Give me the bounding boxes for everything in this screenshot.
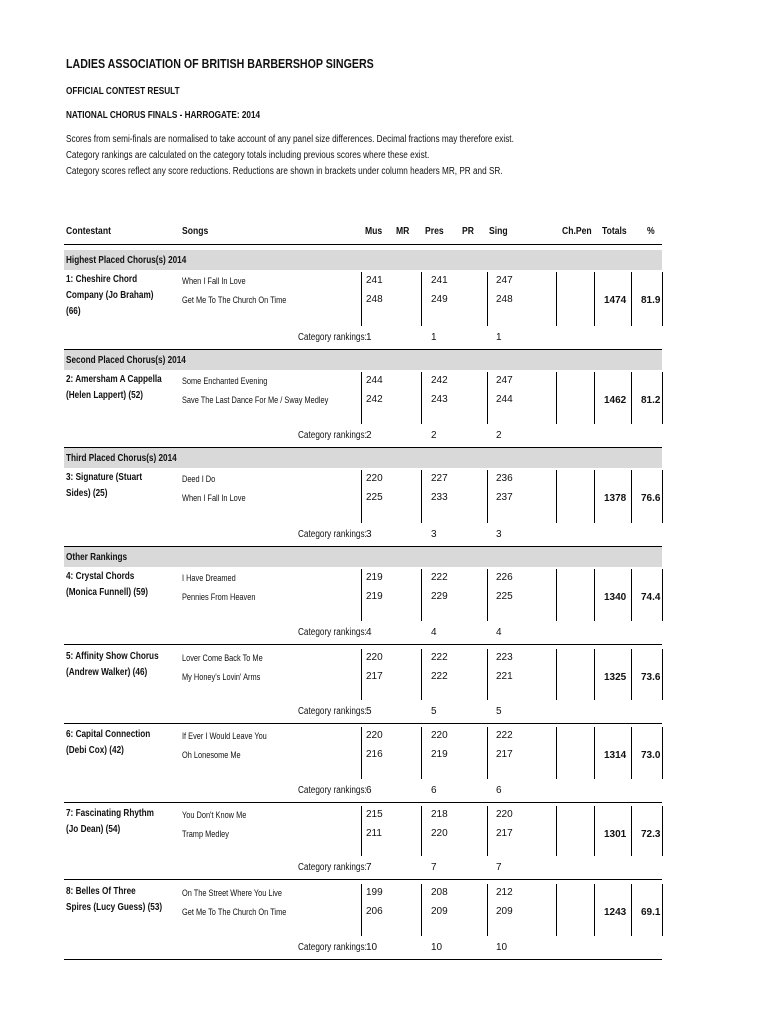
column-divider (487, 569, 488, 621)
mus-score: 244 (366, 375, 383, 386)
category-ranking: 6 (496, 785, 502, 796)
column-divider (556, 372, 557, 424)
mus-score: 211 (366, 828, 382, 839)
column-divider (487, 372, 488, 424)
column-divider (631, 569, 632, 621)
column-divider (631, 649, 632, 700)
pres-score: 209 (431, 906, 448, 917)
page-title: LADIES ASSOCIATION OF BRITISH BARBERSHOP SINGERS (66, 56, 374, 71)
column-divider (361, 272, 362, 326)
sing-score: 221 (496, 671, 513, 682)
column-divider (361, 569, 362, 621)
pres-score: 243 (431, 394, 448, 405)
category-ranking: 4 (431, 627, 437, 638)
song-title: If Ever I Would Leave You (182, 731, 267, 741)
song-title: You Don't Know Me (182, 810, 247, 820)
total-score: 1314 (604, 750, 627, 761)
column-divider (556, 884, 557, 936)
contestant-name: 6: Capital Connection (Debi Cox) (42) (66, 729, 151, 756)
page-subtitle: OFFICIAL CONTEST RESULT (66, 86, 180, 97)
percentage: 81.2 (641, 395, 661, 406)
total-score: 1301 (604, 829, 627, 840)
rankings-label: Category rankings: (298, 706, 367, 717)
column-divider (594, 649, 595, 700)
header-pr: PR (462, 225, 474, 237)
header-songs: Songs (182, 225, 209, 237)
total-score: 1474 (604, 295, 627, 306)
column-divider (421, 272, 422, 326)
category-ranking: 6 (366, 785, 372, 796)
pres-score: 219 (431, 749, 448, 760)
column-divider (556, 806, 557, 856)
contestant-name: 1: Cheshire Chord Company (Jo Braham) (66) (66, 274, 154, 317)
rankings-label: Category rankings: (298, 942, 367, 953)
mus-score: 220 (366, 473, 383, 484)
sing-score: 226 (496, 572, 513, 583)
contestant-name: 8: Belles Of Three Spires (Lucy Guess) (53) (66, 886, 163, 913)
rankings-label: Category rankings: (298, 627, 367, 638)
total-score: 1243 (604, 907, 627, 918)
column-divider (631, 727, 632, 779)
mus-score: 199 (366, 887, 383, 898)
column-divider (662, 806, 663, 856)
column-divider (421, 884, 422, 936)
column-divider (556, 569, 557, 621)
sing-score: 248 (496, 294, 513, 305)
category-ranking: 3 (496, 529, 502, 540)
column-divider (556, 649, 557, 700)
header-contestant: Contestant (66, 225, 111, 237)
song-title: Save The Last Dance For Me / Sway Medley (182, 395, 329, 405)
pres-score: 220 (431, 828, 448, 839)
column-divider (631, 884, 632, 936)
column-divider (594, 272, 595, 326)
song-title: Pennies From Heaven (182, 592, 256, 602)
sing-score: 247 (496, 275, 513, 286)
column-divider (487, 272, 488, 326)
column-divider (662, 272, 663, 326)
section-label: Highest Placed Chorus(s) 2014 (66, 255, 187, 266)
header-rule (64, 244, 662, 245)
header-totals: Totals (602, 225, 627, 237)
category-ranking: 2 (431, 430, 437, 441)
rankings-label: Category rankings: (298, 785, 367, 796)
column-divider (662, 649, 663, 700)
column-divider (361, 649, 362, 700)
note-line: Category scores reflect any score reductions. Reductions are shown in brackets under column headers MR, PR and SR. (66, 166, 503, 177)
category-ranking: 4 (496, 627, 502, 638)
row-rule (64, 723, 662, 724)
section-label: Third Placed Chorus(s) 2014 (66, 453, 177, 464)
percentage: 81.9 (641, 295, 661, 306)
column-divider (421, 470, 422, 523)
sing-score: 222 (496, 730, 513, 741)
column-divider (421, 649, 422, 700)
sing-score: 223 (496, 652, 513, 663)
contestant-name: 2: Amersham A Cappella (Helen Lappert) (52) (66, 374, 162, 401)
song-title: Tramp Medley (182, 829, 229, 839)
mus-score: 220 (366, 652, 383, 663)
column-divider (631, 372, 632, 424)
category-ranking: 10 (366, 942, 378, 953)
column-divider (662, 884, 663, 936)
song-title: Oh Lonesome Me (182, 750, 241, 760)
song-title: I Have Dreamed (182, 573, 236, 583)
sing-score: 217 (496, 749, 513, 760)
sing-score: 237 (496, 492, 513, 503)
section-label: Second Placed Chorus(s) 2014 (66, 355, 186, 366)
song-title: Get Me To The Church On Time (182, 907, 287, 917)
column-divider (594, 470, 595, 523)
sing-score: 209 (496, 906, 513, 917)
header-pres: Pres (425, 225, 444, 237)
row-rule (64, 879, 662, 880)
header-mr: MR (396, 225, 410, 237)
category-ranking: 10 (496, 942, 508, 953)
sing-score: 247 (496, 375, 513, 386)
category-ranking: 5 (366, 706, 372, 717)
mus-score: 219 (366, 591, 383, 602)
mus-score: 206 (366, 906, 383, 917)
percentage: 73.0 (641, 750, 661, 761)
mus-score: 220 (366, 730, 383, 741)
pres-score: 249 (431, 294, 448, 305)
mus-score: 217 (366, 671, 383, 682)
column-divider (662, 470, 663, 523)
sing-score: 220 (496, 809, 513, 820)
mus-score: 215 (366, 809, 383, 820)
song-title: My Honey's Lovin' Arms (182, 672, 261, 682)
column-divider (361, 727, 362, 779)
row-rule (64, 802, 662, 803)
header-pct: % (647, 225, 655, 237)
column-divider (631, 470, 632, 523)
mus-score: 216 (366, 749, 383, 760)
pres-score: 222 (431, 652, 448, 663)
column-divider (662, 727, 663, 779)
pres-score: 242 (431, 375, 448, 386)
contestant-name: 3: Signature (Stuart Sides) (25) (66, 472, 143, 499)
percentage: 76.6 (641, 493, 661, 504)
rankings-label: Category rankings: (298, 529, 367, 540)
category-ranking: 5 (496, 706, 502, 717)
header-sing: Sing (489, 225, 508, 237)
song-title: When I Fall In Love (182, 493, 246, 503)
category-ranking: 1 (366, 332, 372, 343)
column-divider (421, 806, 422, 856)
column-divider (487, 649, 488, 700)
column-divider (631, 806, 632, 856)
total-score: 1462 (604, 395, 627, 406)
note-line: Category rankings are calculated on the category totals including previous scores where these exist. (66, 150, 430, 161)
percentage: 74.4 (641, 592, 661, 603)
mus-score: 248 (366, 294, 383, 305)
column-divider (487, 470, 488, 523)
pres-score: 222 (431, 671, 448, 682)
pres-score: 220 (431, 730, 448, 741)
mus-score: 225 (366, 492, 383, 503)
mus-score: 241 (366, 275, 383, 286)
column-divider (421, 727, 422, 779)
column-divider (421, 372, 422, 424)
rankings-label: Category rankings: (298, 862, 367, 873)
category-ranking: 2 (366, 430, 372, 441)
sing-score: 212 (496, 887, 513, 898)
column-divider (594, 884, 595, 936)
column-divider (662, 372, 663, 424)
header-chpen: Ch.Pen (562, 225, 592, 237)
header-mus: Mus (365, 225, 383, 237)
column-divider (556, 272, 557, 326)
section-label: Other Rankings (66, 552, 128, 563)
column-divider (361, 372, 362, 424)
song-title: Deed I Do (182, 474, 216, 484)
pres-score: 208 (431, 887, 448, 898)
column-divider (487, 884, 488, 936)
sing-score: 236 (496, 473, 513, 484)
column-divider (556, 727, 557, 779)
category-ranking: 4 (366, 627, 372, 638)
category-ranking: 7 (431, 862, 437, 873)
song-title: When I Fall In Love (182, 276, 246, 286)
total-score: 1378 (604, 493, 627, 504)
row-rule (64, 959, 662, 960)
contestant-name: 7: Fascinating Rhythm (Jo Dean) (54) (66, 808, 154, 835)
column-divider (361, 884, 362, 936)
song-title: On The Street Where You Live (182, 888, 282, 898)
pres-score: 229 (431, 591, 448, 602)
category-ranking: 7 (496, 862, 502, 873)
song-title: Some Enchanted Evening (182, 376, 268, 386)
category-ranking: 1 (431, 332, 437, 343)
pres-score: 218 (431, 809, 448, 820)
column-divider (487, 806, 488, 856)
category-ranking: 10 (431, 942, 443, 953)
song-title: Get Me To The Church On Time (182, 295, 287, 305)
total-score: 1325 (604, 672, 627, 683)
percentage: 69.1 (641, 907, 661, 918)
column-divider (662, 569, 663, 621)
column-divider (594, 727, 595, 779)
rankings-label: Category rankings: (298, 430, 367, 441)
category-ranking: 3 (431, 529, 437, 540)
column-divider (594, 569, 595, 621)
sing-score: 225 (496, 591, 513, 602)
total-score: 1340 (604, 592, 627, 603)
contestant-name: 4: Crystal Chords (Monica Funnell) (59) (66, 571, 148, 598)
mus-score: 219 (366, 572, 383, 583)
category-ranking: 1 (496, 332, 502, 343)
category-ranking: 7 (366, 862, 372, 873)
column-divider (556, 470, 557, 523)
rankings-label: Category rankings: (298, 332, 367, 343)
sing-score: 244 (496, 394, 513, 405)
percentage: 73.6 (641, 672, 661, 683)
sing-score: 217 (496, 828, 513, 839)
column-divider (421, 569, 422, 621)
category-ranking: 5 (431, 706, 437, 717)
song-title: Lover Come Back To Me (182, 653, 263, 663)
note-line: Scores from semi-finals are normalised to take account of any panel size differences. Decimal fractions may therefore exist. (66, 134, 514, 145)
category-ranking: 2 (496, 430, 502, 441)
column-divider (594, 806, 595, 856)
row-rule (64, 644, 662, 645)
event-title: NATIONAL CHORUS FINALS - HARROGATE: 2014 (66, 110, 261, 121)
contestant-name: 5: Affinity Show Chorus (Andrew Walker) (46) (66, 651, 159, 678)
pres-score: 233 (431, 492, 448, 503)
percentage: 72.3 (641, 829, 661, 840)
column-divider (631, 272, 632, 326)
category-ranking: 6 (431, 785, 437, 796)
section-band (64, 547, 662, 567)
pres-score: 241 (431, 275, 448, 286)
pres-score: 227 (431, 473, 448, 484)
mus-score: 242 (366, 394, 383, 405)
pres-score: 222 (431, 572, 448, 583)
category-ranking: 3 (366, 529, 372, 540)
column-divider (361, 470, 362, 523)
column-divider (487, 727, 488, 779)
column-divider (594, 372, 595, 424)
column-divider (361, 806, 362, 856)
